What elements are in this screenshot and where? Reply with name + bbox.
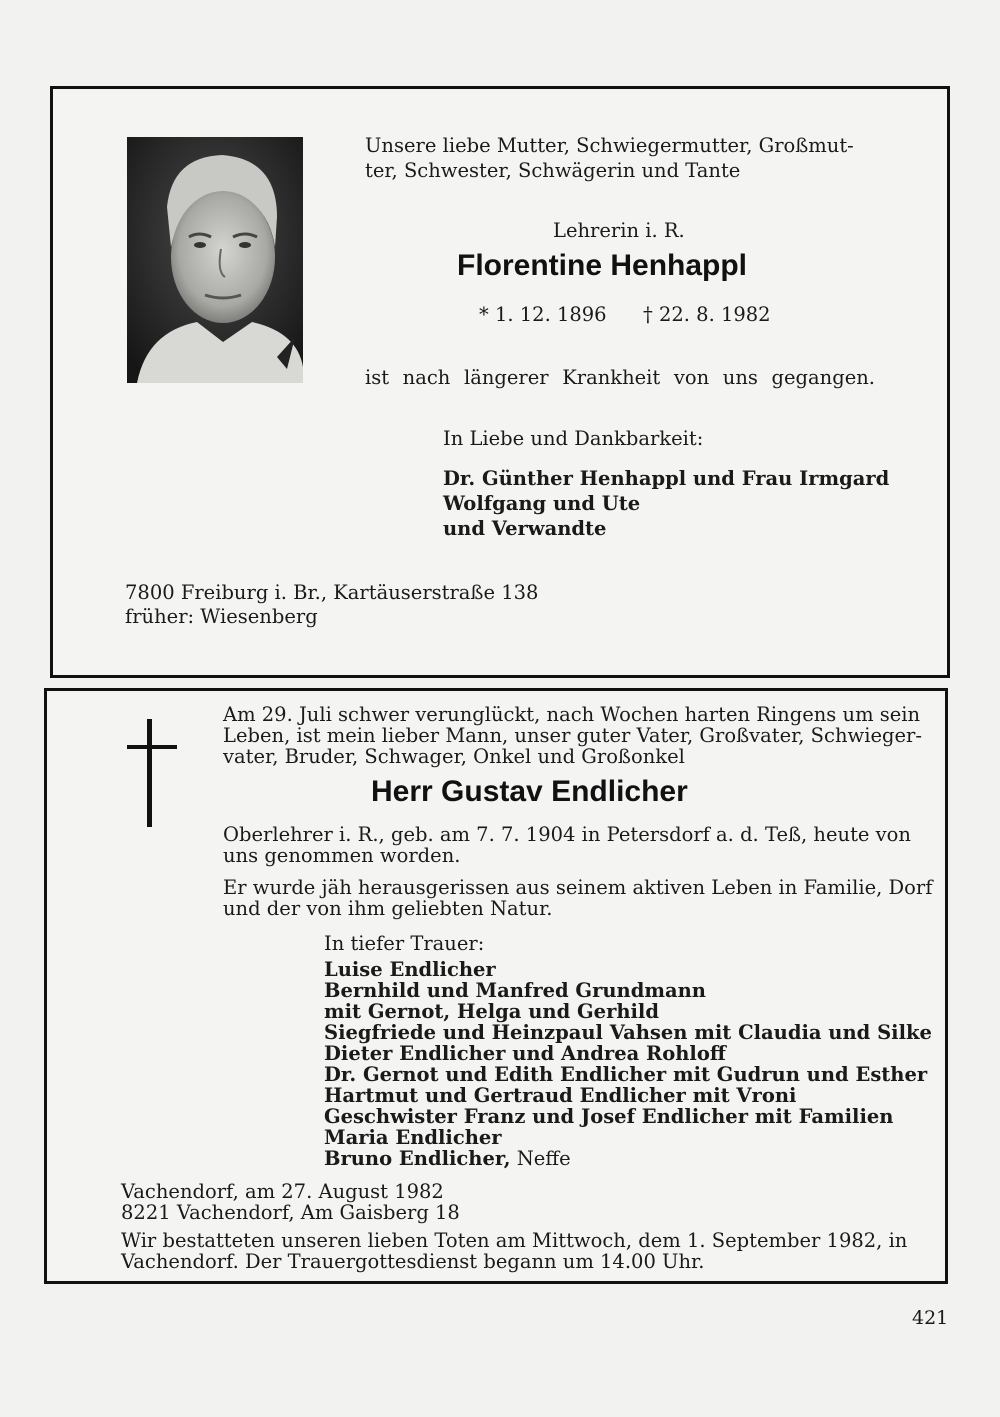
mourner-line: Wolfgang und Ute xyxy=(443,492,641,515)
place-date: Vachendorf, am 27. August 1982 xyxy=(121,1180,444,1203)
intro-line: Leben, ist mein lieber Mann, unser guter Vater, Großvater, Schwieger- xyxy=(223,724,922,747)
detail-line: Oberlehrer i. R., geb. am 7. 7. 1904 in Petersdorf a. d. Teß, heute von xyxy=(223,823,911,846)
deceased-name: Florentine Henhappl xyxy=(457,249,748,282)
mourner-name: Bruno Endlicher, xyxy=(324,1147,511,1170)
cross-icon xyxy=(147,719,152,827)
closing-line: In Liebe und Dankbarkeit: xyxy=(443,427,704,450)
funeral-line: Wir bestatteten unseren lieben Toten am Mittwoch, dem 1. September 1982, in xyxy=(121,1229,908,1252)
death-date: † 22. 8. 1982 xyxy=(643,303,771,326)
cross-icon-bar xyxy=(127,745,177,749)
funeral-line: Vachendorf. Der Trauergottesdienst begann um 14.00 Uhr. xyxy=(121,1250,705,1273)
mourner-line: Siegfriede und Heinzpaul Vahsen mit Claudia und Silke xyxy=(324,1021,932,1044)
mourner-line: mit Gernot, Helga und Gerhild xyxy=(324,1000,659,1023)
mourner-line: Maria Endlicher xyxy=(324,1126,502,1149)
mourner-line: Geschwister Franz und Josef Endlicher mit Familien xyxy=(324,1105,894,1128)
page-number: 421 xyxy=(912,1307,949,1329)
intro-line: ter, Schwester, Schwägerin und Tante xyxy=(365,159,741,182)
deceased-title: Lehrerin i. R. xyxy=(553,219,685,242)
detail-line: uns genommen worden. xyxy=(223,844,461,867)
mourner-line: und Verwandte xyxy=(443,517,607,540)
mourner-line: Dr. Günther Henhappl und Frau Irmgard xyxy=(443,467,890,490)
mourner-line: Luise Endlicher xyxy=(324,958,496,981)
deceased-name: Herr Gustav Endlicher xyxy=(371,775,688,808)
mourner-line: Hartmut und Gertraud Endlicher mit Vroni xyxy=(324,1084,797,1107)
mourner-relation: Neffe xyxy=(510,1147,571,1170)
obituary-notice-endlicher xyxy=(44,688,948,1284)
intro-line: Unsere liebe Mutter, Schwiegermutter, Großmut- xyxy=(365,134,854,157)
obituary-notice-henhappl xyxy=(50,86,950,678)
intro-line: vater, Bruder, Schwager, Onkel und Großonkel xyxy=(223,745,685,768)
mourner-line: Dieter Endlicher und Andrea Rohloff xyxy=(324,1042,726,1065)
address-line: früher: Wiesenberg xyxy=(125,605,318,628)
intro-line: Am 29. Juli schwer verunglückt, nach Wochen harten Ringens um sein xyxy=(223,703,921,726)
tribute-line: Er wurde jäh herausgerissen aus seinem aktiven Leben in Familie, Dorf xyxy=(223,876,933,899)
address-line: 7800 Freiburg i. Br., Kartäuserstraße 138 xyxy=(125,581,539,604)
address-line: 8221 Vachendorf, Am Gaisberg 18 xyxy=(121,1201,460,1224)
closing-line: In tiefer Trauer: xyxy=(324,932,485,955)
tribute-line: und der von ihm geliebten Natur. xyxy=(223,897,553,920)
mourner-line: Dr. Gernot und Edith Endlicher mit Gudrun und Esther xyxy=(324,1063,928,1086)
mourner-line: Bernhild und Manfred Grundmann xyxy=(324,979,706,1002)
portrait-photo xyxy=(127,137,303,383)
birth-date: * 1. 12. 1896 xyxy=(479,303,607,326)
mourner-line-last xyxy=(324,1147,571,1170)
death-statement: ist nach längerer Krankheit von uns gegangen. xyxy=(365,366,875,389)
